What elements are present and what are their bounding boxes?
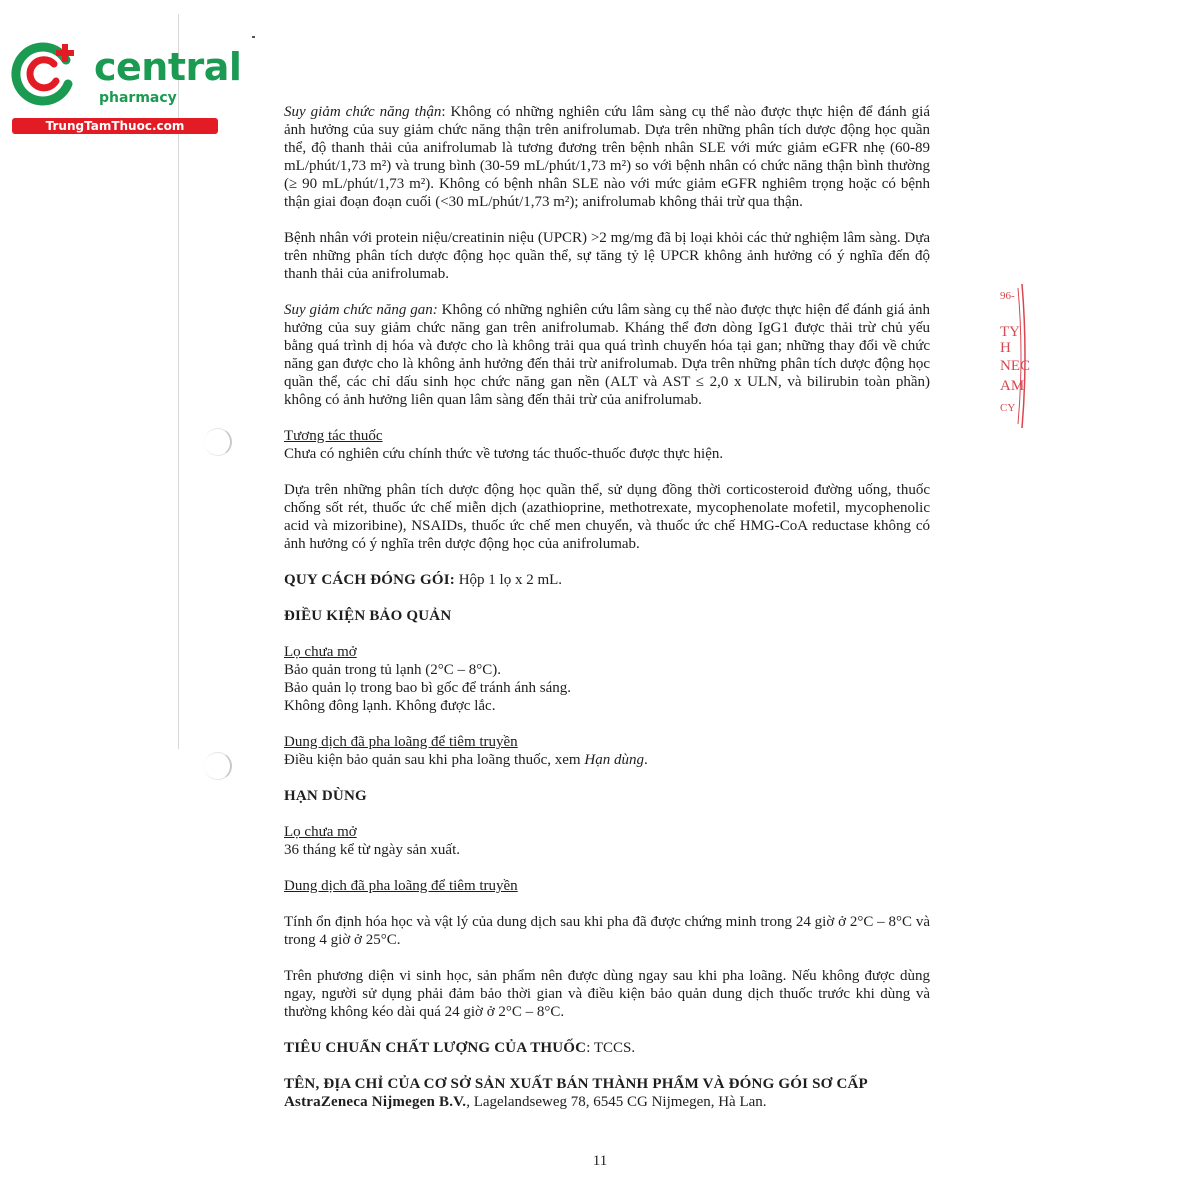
- punch-hole-top: [204, 428, 232, 456]
- stamp-text-5: AM: [1000, 378, 1025, 394]
- punch-hole-bottom: [204, 752, 232, 780]
- storage-line: Không đông lạnh. Không được lắc.: [284, 698, 496, 714]
- diluted-storage-sentence: Điều kiện bảo quản sau khi pha loãng thuốc, xem: [284, 752, 585, 768]
- stamp-text-4: NEC: [1000, 358, 1030, 374]
- hepatic-impairment-paragraph: [284, 301, 930, 409]
- pharmacy-cross-logo-icon: [10, 38, 80, 108]
- scan-speck: [252, 36, 255, 38]
- stamp-text-6: CY: [1000, 402, 1016, 414]
- interaction-text-2: Dựa trên những phân tích dược động học quần thể, sử dụng đồng thời corticosteroid đường uống, thuốc chống sốt rét, thuốc ức chế miễn dịch (azathioprine, methotrexate, mycophenolate mofetil, mycophenolic acid và mizoribine), NSAIDs, thuốc ức chế men chuyển, và thuốc ức chế HMG-CoA reductase không có ảnh hưởng có ý nghĩa trên dược động học của anifrolumab.: [284, 482, 930, 552]
- stamp-text-3: H: [1000, 340, 1011, 356]
- shelf-life-heading: HẠN DÙNG: [284, 788, 367, 804]
- quality-standard-paragraph: [284, 1039, 930, 1057]
- shelf-life-reference: Hạn dùng: [584, 752, 644, 768]
- packaging-heading: QUY CÁCH ĐÓNG GÓI:: [284, 572, 455, 588]
- stamp-text-1: 96-: [1000, 290, 1015, 302]
- shelf-diluted-heading: Dung dịch đã pha loãng để tiêm truyền: [284, 878, 518, 894]
- interaction-text: Chưa có nghiên cứu chính thức về tương tác thuốc-thuốc được thực hiện.: [284, 446, 724, 462]
- shelf-unopened-text: 36 tháng kể từ ngày sản xuất.: [284, 842, 461, 858]
- upcr-paragraph: Bệnh nhân với protein niệu/creatinin niệu (UPCR) >2 mg/mg đã bị loại khỏi các thử nghiệm lâm sàng. Dựa trên những phân tích dược động học quần thể, sự tăng tỷ lệ UPCR không ảnh hưởng có ý nghĩa đến độ thanh thải của anifrolumab.: [284, 230, 930, 282]
- logo-brand-name: central: [94, 45, 242, 89]
- packaging-paragraph: [284, 571, 930, 589]
- page-number: 11: [592, 1153, 608, 1169]
- renal-impairment-text: : Không có những nghiên cứu lâm sàng cụ thể nào được thực hiện để đánh giá ảnh hưởng của suy giảm chức năng thận trên anifrolumab. Dựa trên những phân tích dược động học quần thể, độ thanh thải của anifrolumab là tương đương trên bệnh nhân SLE với mức giảm eGFR nhẹ (60-89 mL/phút/1,73 m²) và trung bình (30-59 mL/phút/1,73 m²) so với bệnh nhân có chức năng thận bình thường (≥ 90 mL/phút/1,73 m²). Không có bệnh nhân SLE nào với mức giảm eGFR nghiêm trọng hoặc có bệnh thận giai đoạn đoạn cuối (<30 mL/phút/1,73 m²); anifrolumab không thải trừ qua thận.: [284, 104, 930, 210]
- quality-standard-text: : TCCS.: [586, 1040, 636, 1056]
- renal-impairment-lead: Suy giảm chức năng thận: [284, 104, 442, 120]
- shelf-diluted-text-2: Trên phương diện vi sinh học, sản phẩm nên được dùng ngay sau khi pha loãng. Nếu không được dùng ngay, người sử dụng phải đảm bảo thời gian và điều kiện bảo quản dung dịch thuốc trước khi dùng và thường không kéo dài quá 24 giờ ở 2°C – 8°C.: [284, 968, 930, 1020]
- hepatic-impairment-text: Không có những nghiên cứu lâm sàng cụ thể nào được thực hiện để đánh giá ảnh hưởng của suy giảm chức năng gan trên anifrolumab. Kháng thể đơn dòng IgG1 được thải trừ chủ yếu bằng quá trình dị hóa và được cho là không trải qua quá trình chuyển hóa tại gan; những thay đổi về chức năng gan được cho là không ảnh hưởng đến thải trừ anifrolumab. Dựa trên những phân tích dược động học quần thể, các chỉ dấu sinh học chức năng gan nền (ALT và AST ≤ 2,0 x ULN, và bilirubin toàn phần) không có ảnh hưởng liên quan lâm sàng đến thải trừ của anifrolumab.: [284, 302, 930, 408]
- shelf-unopened-heading: Lọ chưa mở: [284, 824, 357, 840]
- manufacturer-name: AstraZeneca Nijmegen B.V.: [284, 1094, 467, 1110]
- logo-subtitle: pharmacy: [99, 90, 177, 106]
- renal-impairment-paragraph: [284, 103, 930, 211]
- logo-website-banner: TrungTamThuoc.com: [12, 118, 218, 134]
- hepatic-impairment-lead: Suy giảm chức năng gan:: [284, 302, 438, 318]
- central-pharmacy-logo: [10, 38, 242, 138]
- shelf-diluted-text-1: Tính ổn định hóa học và vật lý của dung dịch sau khi pha đã được chứng minh trong 24 giờ ở 2°C – 8°C và trong 4 giờ ở 25°C.: [284, 914, 930, 948]
- quality-standard-heading: TIÊU CHUẨN CHẤT LƯỢNG CỦA THUỐC: [284, 1040, 587, 1056]
- diluted-storage-text: [284, 751, 930, 769]
- manufacturer-heading: TÊN, ĐỊA CHỈ CỦA CƠ SỞ SẢN XUẤT BÁN THÀNH PHẨM VÀ ĐÓNG GÓI SƠ CẤP: [284, 1076, 868, 1092]
- manufacturer-address: , Lagelandseweg 78, 6545 CG Nijmegen, Hà Lan.: [466, 1094, 767, 1110]
- diluted-solution-heading: Dung dịch đã pha loãng để tiêm truyền: [284, 734, 518, 750]
- storage-line: Bảo quản lọ trong bao bì gốc để tránh ánh sáng.: [284, 680, 572, 696]
- interaction-heading: Tương tác thuốc: [284, 428, 383, 444]
- document-body: [284, 103, 930, 1111]
- packaging-text: Hộp 1 lọ x 2 mL.: [454, 572, 563, 588]
- storage-line: Bảo quản trong tủ lạnh (2°C – 8°C).: [284, 662, 501, 678]
- stamp-text-2: TY: [1000, 324, 1020, 340]
- red-stamp-fragment: [994, 282, 1034, 430]
- unopened-vial-heading: Lọ chưa mở: [284, 644, 357, 660]
- storage-heading: ĐIỀU KIỆN BẢO QUẢN: [284, 608, 452, 624]
- manufacturer-paragraph: [284, 1093, 930, 1111]
- sentence-period: .: [643, 752, 648, 768]
